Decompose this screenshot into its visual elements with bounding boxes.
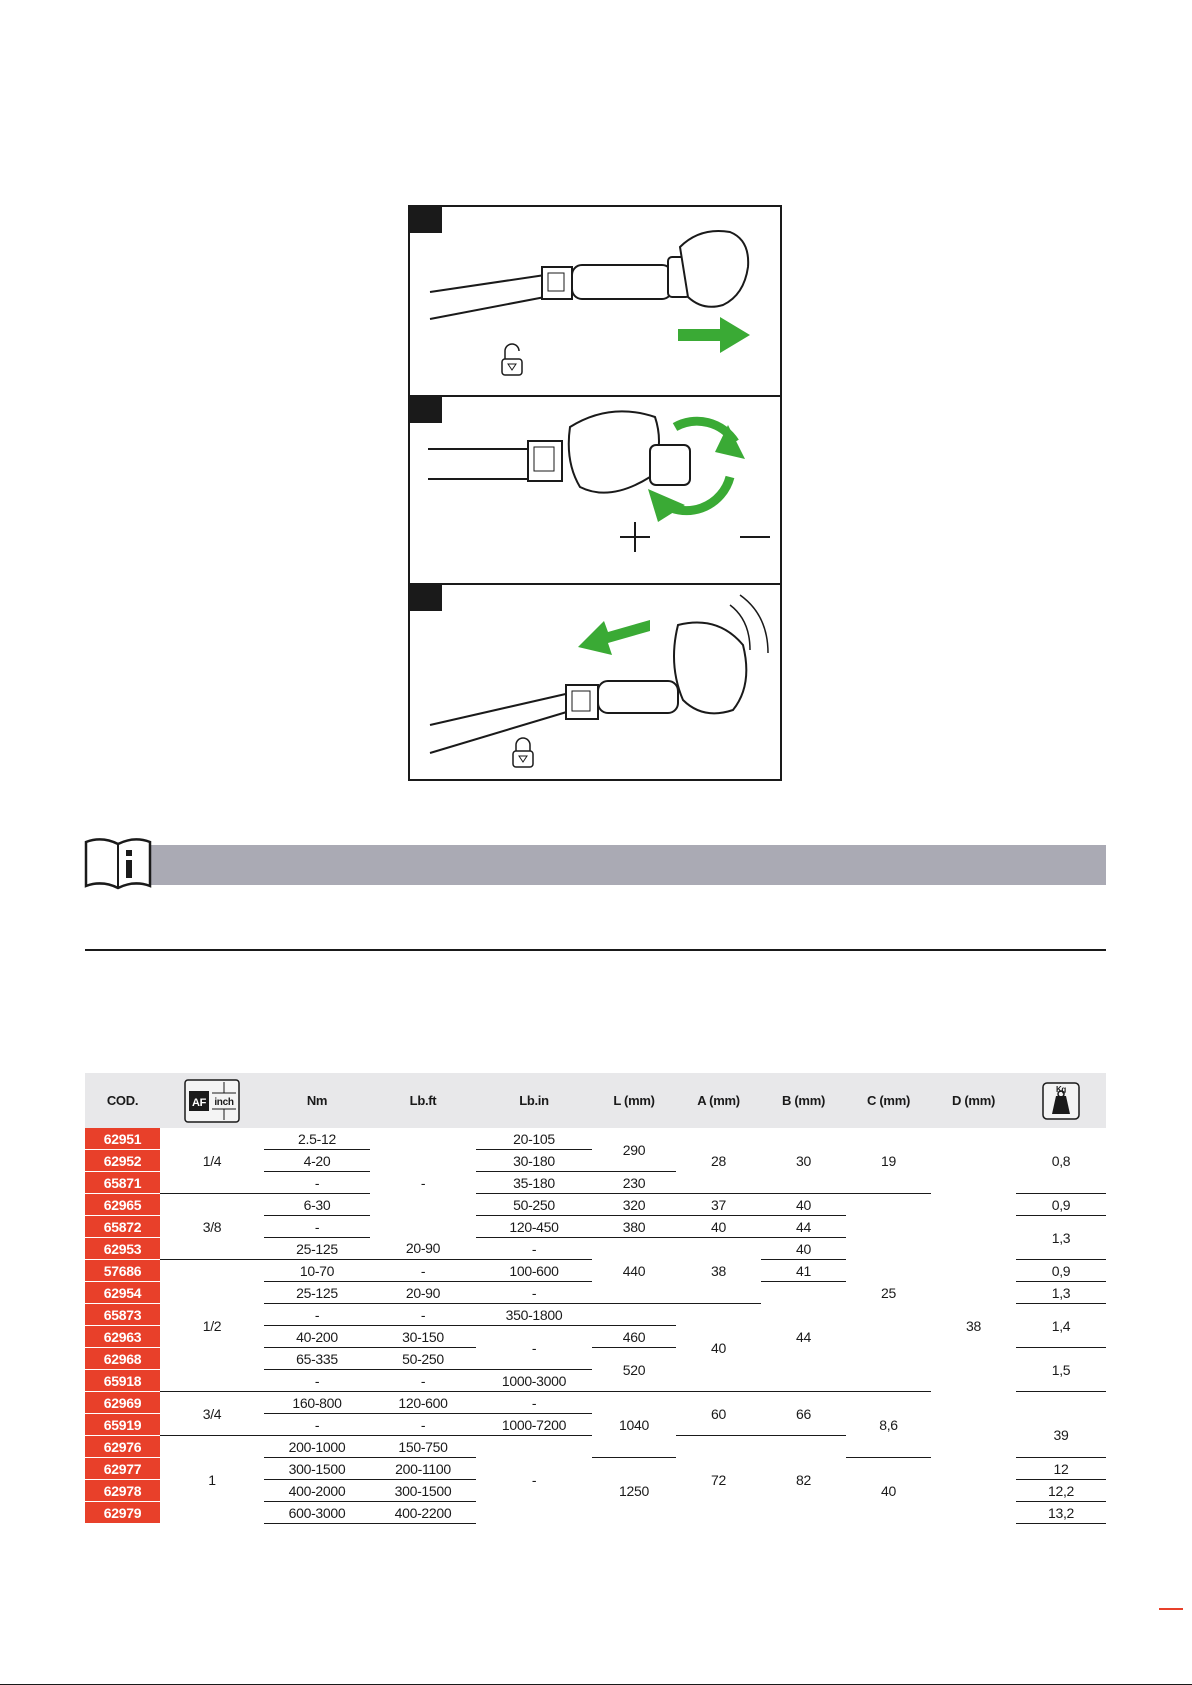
cod-cell: 65919 [85, 1414, 160, 1436]
kg-cell: 8,6 [846, 1392, 931, 1458]
header-l: L (mm) [592, 1073, 676, 1128]
spec-table [85, 1073, 1106, 1524]
lbin-cell: 50-250 [476, 1194, 592, 1216]
nm-cell: 65-335 [264, 1348, 370, 1370]
af-cell: 1 [208, 1471, 216, 1488]
kg-label: Kg [1055, 1084, 1067, 1094]
cod-cell: 65871 [85, 1172, 160, 1194]
instruction-figure [408, 205, 782, 781]
header-af [160, 1073, 264, 1128]
kg-weight-icon [1042, 1082, 1080, 1120]
wrench-unlock-illustration [410, 207, 780, 393]
nm-cell: 25-125 [264, 1282, 370, 1304]
lbft-cell: 400-2200 [370, 1502, 476, 1524]
kg-cell: 1,3 [1016, 1216, 1106, 1260]
lbft-cell: 120-600 [370, 1392, 476, 1414]
nm-cell: 200-1000 [264, 1436, 370, 1458]
lbin-cell: 1000-3000 [476, 1370, 592, 1392]
l-cell: 230 [592, 1172, 676, 1194]
header-lbin: Lb.in [476, 1073, 592, 1128]
plus-icon [620, 522, 650, 552]
l-cell: 320 [592, 1194, 676, 1216]
b-cell: 44 [761, 1216, 846, 1238]
header-a: A (mm) [676, 1073, 761, 1128]
lbft-cell: - [370, 1260, 476, 1282]
nm-cell: - [264, 1216, 370, 1238]
step-2-panel [410, 395, 780, 583]
kg-cell: 12,2 [1016, 1480, 1106, 1502]
c-cell: 25 [846, 1194, 931, 1392]
c-cell: 19 [846, 1128, 931, 1194]
cod-cell: 62978 [85, 1480, 160, 1502]
cod-cell: 62977 [85, 1458, 160, 1480]
l-cell: 1250 [619, 1482, 649, 1499]
cod-cell: 62965 [85, 1194, 160, 1216]
lbin-cell: 35-180 [476, 1172, 592, 1194]
lbft-cell: - [370, 1370, 476, 1392]
l-cell: 380 [592, 1216, 676, 1238]
cod-cell: 65872 [85, 1216, 160, 1238]
lbft-cell: 30-150 [370, 1326, 476, 1348]
l-cell: 290 [592, 1128, 676, 1172]
page-marker [1159, 1608, 1183, 1610]
lbin-cell: 350-1800 [476, 1304, 592, 1326]
nm-cell: - [264, 1414, 370, 1436]
header-cod: COD. [85, 1073, 160, 1128]
cod-cell: 62976 [85, 1436, 160, 1458]
kg-cell: 0,8 [1016, 1128, 1106, 1194]
cod-cell: 62968 [85, 1348, 160, 1370]
lbft-cell: 200-1100 [370, 1458, 476, 1480]
kg-cell: 13,2 [1016, 1502, 1106, 1524]
nm-cell: 4-20 [264, 1150, 370, 1172]
header-nm: Nm [264, 1073, 370, 1128]
lbin-cell: 120-450 [476, 1216, 592, 1238]
table-row [85, 1128, 1106, 1150]
header-b: B (mm) [761, 1073, 846, 1128]
nm-cell: - [264, 1304, 370, 1326]
section-divider [85, 949, 1106, 951]
af-tag: AF [191, 1096, 207, 1109]
lbft-cell: 50-250 [370, 1348, 476, 1370]
lbft-cell: 20-90 [370, 1238, 476, 1260]
info-bar [85, 845, 1106, 885]
cod-cell: 62953 [85, 1238, 160, 1260]
af-cell: 1/2 [160, 1260, 264, 1392]
nm-cell: 6-30 [264, 1194, 370, 1216]
lbft-cell: 20-90 [370, 1282, 476, 1304]
lbin-cell: - [476, 1282, 592, 1304]
lbin-cell: - [476, 1392, 592, 1414]
wrench-adjust-illustration [410, 397, 780, 583]
cod-cell: 65918 [85, 1370, 160, 1392]
l-cell: 460 [592, 1326, 676, 1348]
c-cell: 40 [881, 1482, 896, 1499]
b-cell: 40 [761, 1194, 846, 1216]
l-cell: 1040 [592, 1392, 676, 1458]
kg-cell: 0,9 [1016, 1260, 1106, 1282]
nm-cell: 10-70 [264, 1260, 370, 1282]
unlock-icon [502, 344, 522, 375]
a-cell: 60 [676, 1392, 761, 1436]
b-cell: 66 [761, 1392, 846, 1436]
af-cell: 3/4 [160, 1392, 264, 1436]
wrench-lock-illustration [410, 585, 780, 781]
cod-cell: 57686 [85, 1260, 160, 1282]
header-kg [1016, 1073, 1106, 1128]
header-d: D (mm) [931, 1073, 1016, 1128]
c-cell: 39 [1016, 1414, 1106, 1458]
green-arrow-icon [678, 317, 750, 353]
nm-cell: 300-1500 [264, 1458, 370, 1480]
nm-cell: 40-200 [264, 1326, 370, 1348]
b-cell: 40 [761, 1238, 846, 1260]
a-cell: 28 [676, 1128, 761, 1194]
lbft-cell: - [420, 1174, 426, 1191]
b-cell: 44 [761, 1282, 846, 1392]
l-cell: 520 [592, 1348, 676, 1392]
lbin-cell: 30-180 [476, 1150, 592, 1172]
lbft-cell: 150-750 [370, 1436, 476, 1458]
lbft-cell: 300-1500 [370, 1480, 476, 1502]
lbin-cell: 1000-7200 [476, 1414, 592, 1436]
lbft-cell: - [370, 1414, 476, 1436]
header-c: C (mm) [846, 1073, 931, 1128]
af-inch-icon [184, 1079, 240, 1123]
kg-cell: 0,9 [1016, 1194, 1106, 1216]
lbin-cell: 100-600 [476, 1260, 592, 1282]
a-cell: 37 [676, 1194, 761, 1216]
lbin-cell: 20-105 [476, 1128, 592, 1150]
b-cell: 82 [796, 1471, 811, 1488]
lbin-cell: - [476, 1238, 592, 1260]
nm-cell: - [264, 1370, 370, 1392]
nm-cell: 25-125 [264, 1238, 370, 1260]
a-cell: 40 [676, 1304, 761, 1392]
d-cell: 38 [966, 1317, 981, 1334]
step-3-panel [410, 583, 780, 781]
l-cell [592, 1304, 676, 1326]
lock-icon [513, 738, 533, 767]
nm-cell: - [264, 1172, 370, 1194]
a-cell: 40 [676, 1216, 761, 1238]
cod-cell: 62952 [85, 1150, 160, 1172]
cod-cell: 62979 [85, 1502, 160, 1524]
a-cell: 72 [711, 1471, 726, 1488]
a-cell: 38 [676, 1238, 761, 1304]
kg-cell: 1,5 [1016, 1348, 1106, 1392]
kg-cell: 1,3 [1016, 1282, 1106, 1304]
af-cell: 1/4 [160, 1128, 264, 1194]
af-cell: 3/8 [160, 1194, 264, 1260]
cod-cell: 62969 [85, 1392, 160, 1414]
cod-cell: 62951 [85, 1128, 160, 1150]
manual-info-icon [82, 834, 154, 892]
step-1-panel [410, 207, 780, 393]
table-header-row [85, 1073, 1106, 1128]
kg-cell: 1,4 [1016, 1304, 1106, 1348]
nm-cell: 2.5-12 [264, 1128, 370, 1150]
lbin-cell: - [476, 1326, 592, 1370]
lbft-cell: - [370, 1304, 476, 1326]
nm-cell: 400-2000 [264, 1480, 370, 1502]
lbin-cell: - [531, 1471, 537, 1488]
green-arrow-icon [578, 620, 650, 655]
nm-cell: 600-3000 [264, 1502, 370, 1524]
af-unit: inch [214, 1096, 234, 1108]
b-cell: 41 [761, 1260, 846, 1282]
b-cell: 30 [761, 1128, 846, 1194]
cod-cell: 62963 [85, 1326, 160, 1348]
cod-cell: 65873 [85, 1304, 160, 1326]
l-cell: 440 [592, 1238, 676, 1304]
cod-cell: 62954 [85, 1282, 160, 1304]
header-lbft: Lb.ft [370, 1073, 476, 1128]
kg-cell: 12 [1016, 1458, 1106, 1480]
nm-cell: 160-800 [264, 1392, 370, 1414]
